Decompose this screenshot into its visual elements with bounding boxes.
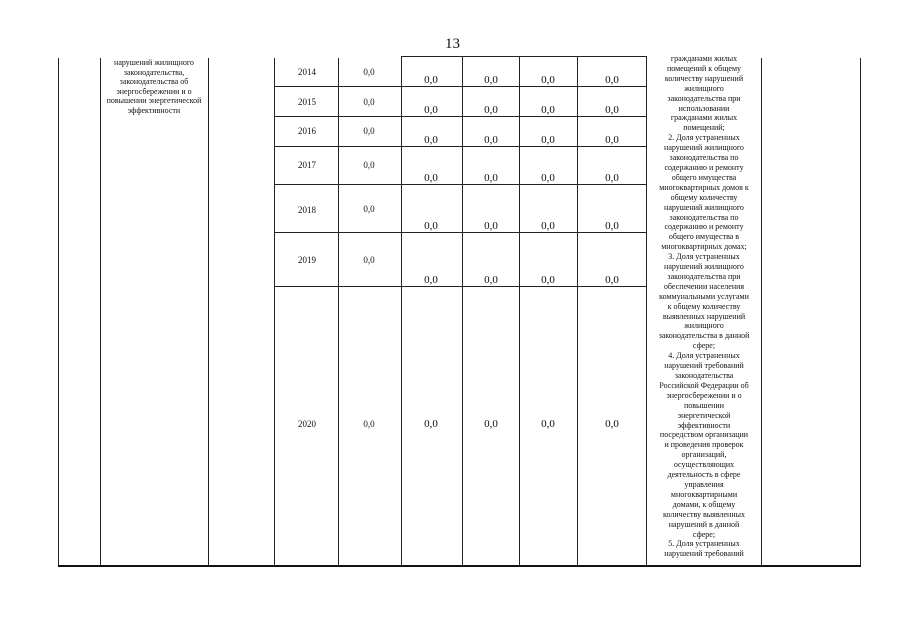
description-line: 2. Доля устраненных — [668, 133, 740, 143]
table-border-right — [860, 58, 861, 566]
value-cell: 0,0 — [424, 74, 438, 86]
description-line: гражданами жилых — [670, 54, 738, 63]
value-cell: 0,0 — [424, 418, 438, 430]
value-cell: 0,0 — [424, 172, 438, 184]
description-line: организаций, — [681, 450, 727, 460]
column-divider — [274, 58, 275, 566]
column-divider — [761, 58, 762, 566]
description-line: энергетической — [677, 410, 731, 420]
value-cell: 0,0 — [541, 74, 555, 86]
value-cell: 0,0 — [541, 418, 555, 430]
value-cell: 0,0 — [484, 418, 498, 430]
description-line: количеству выявленных — [663, 509, 745, 519]
description-line: сфере; — [692, 341, 716, 351]
value-cell: 0,0 — [541, 104, 555, 116]
base-value-cell: 0,0 — [363, 255, 375, 265]
description-line: и проведения проверок — [664, 440, 744, 450]
column-divider — [208, 58, 209, 566]
description-line: деятельность в сфере — [667, 470, 741, 480]
description-line: законодательства — [674, 371, 734, 380]
value-cell: 0,0 — [605, 220, 619, 232]
description-line: многоквартирными — [670, 489, 738, 499]
description-line: осуществляющих — [673, 460, 735, 470]
value-cell: 0,0 — [424, 134, 438, 146]
description-line: жилищного — [684, 83, 724, 93]
base-value-cell: 0,0 — [363, 419, 375, 429]
description-line: эффективности — [677, 420, 731, 430]
year-cell: 2016 — [298, 126, 316, 136]
description-line: обеспечении населения — [663, 281, 745, 291]
description-line: законодательства по — [669, 212, 739, 222]
column-divider — [338, 58, 339, 566]
description-line: нарушений требований — [664, 549, 744, 559]
description-line: повышении — [684, 400, 724, 410]
page-number: 13 — [445, 36, 460, 52]
value-cell: 0,0 — [541, 220, 555, 232]
description-line: многоквартирных домах; — [661, 242, 747, 252]
year-cell: 2018 — [298, 205, 316, 215]
description-line: 4. Доля устраненных — [668, 351, 740, 361]
row-divider — [274, 86, 647, 87]
description-line: помещений; — [683, 123, 725, 133]
year-cell: 2017 — [298, 160, 316, 170]
row-divider — [401, 56, 647, 57]
table-border-left — [58, 58, 59, 566]
column-divider — [577, 56, 578, 566]
description-line: энергосбережении и о — [666, 390, 742, 400]
year-cell: 2019 — [298, 255, 316, 265]
description-line: общему количеству — [670, 192, 738, 202]
value-cell: 0,0 — [484, 104, 498, 116]
description-line: выявленных нарушений — [662, 311, 746, 321]
value-cell: 0,0 — [605, 418, 619, 430]
value-cell: 0,0 — [484, 220, 498, 232]
description-line: помещений к общему — [666, 63, 742, 73]
value-cell: 0,0 — [424, 274, 438, 286]
description-line: 5. Доля устраненных — [668, 539, 740, 549]
description-line: законодательства при — [667, 93, 741, 103]
year-cell: 2015 — [298, 97, 316, 107]
description-line: законодательства в данной — [658, 331, 750, 341]
description-line: нарушений жилищного — [664, 143, 744, 153]
value-cell: 0,0 — [424, 220, 438, 232]
value-cell: 0,0 — [605, 134, 619, 146]
description-line: нарушений жилищного — [664, 262, 744, 272]
value-cell: 0,0 — [484, 74, 498, 86]
base-value-cell: 0,0 — [363, 97, 375, 107]
description-line: нарушений жилищного — [664, 202, 744, 212]
value-cell: 0,0 — [541, 134, 555, 146]
description-line: управления — [684, 479, 724, 489]
description-line: сфере; — [692, 529, 716, 539]
description-line: общего имущества в — [668, 232, 740, 242]
row-divider — [274, 286, 647, 287]
value-cell: 0,0 — [605, 172, 619, 184]
description-line: Российской Федерации об — [659, 380, 749, 390]
description-line: гражданами жилых — [670, 113, 738, 123]
value-cell: 0,0 — [484, 172, 498, 184]
indicator-description — [648, 54, 760, 559]
column-divider — [462, 56, 463, 566]
description-line: общего имущества — [671, 172, 737, 182]
description-line: к общему количеству — [667, 301, 741, 311]
description-line: количеству нарушений — [664, 73, 744, 83]
description-line: содержанию и ремонту — [664, 222, 744, 232]
table-border-bottom — [58, 565, 861, 567]
value-cell: 0,0 — [605, 274, 619, 286]
base-value-cell: 0,0 — [363, 67, 375, 77]
value-cell: 0,0 — [484, 274, 498, 286]
description-line: нарушений требований — [664, 361, 744, 371]
left-description: нарушений жилищного законодательства, законодательства об энергосбережении и о повышении энергетической эффективности — [106, 58, 202, 115]
description-line: посредством организации — [659, 430, 749, 440]
description-line: коммунальными услугами — [659, 291, 749, 301]
description-line: домами, к общему — [672, 499, 736, 509]
value-cell: 0,0 — [541, 172, 555, 184]
value-cell: 0,0 — [484, 134, 498, 146]
description-line: использовании — [678, 103, 730, 113]
value-cell: 0,0 — [424, 104, 438, 116]
base-value-cell: 0,0 — [363, 204, 375, 214]
row-divider — [274, 116, 647, 117]
description-line: многоквартирных домов к — [659, 182, 749, 192]
column-divider — [519, 56, 520, 566]
description-line: законодательства при — [667, 271, 741, 281]
base-value-cell: 0,0 — [363, 160, 375, 170]
row-divider — [274, 184, 647, 185]
value-cell: 0,0 — [605, 74, 619, 86]
row-divider — [274, 146, 647, 147]
description-line: 3. Доля устраненных — [668, 252, 740, 262]
description-line: нарушений в данной — [668, 519, 740, 529]
base-value-cell: 0,0 — [363, 126, 375, 136]
column-divider — [100, 58, 101, 566]
column-divider — [401, 56, 402, 566]
value-cell: 0,0 — [541, 274, 555, 286]
value-cell: 0,0 — [605, 104, 619, 116]
description-line: законодательства по — [669, 153, 739, 163]
description-line: содержанию и ремонту — [664, 162, 744, 172]
year-cell: 2020 — [298, 419, 316, 429]
column-divider — [646, 56, 647, 566]
row-divider — [274, 232, 647, 233]
description-line: жилищного — [684, 321, 724, 331]
year-cell: 2014 — [298, 67, 316, 77]
